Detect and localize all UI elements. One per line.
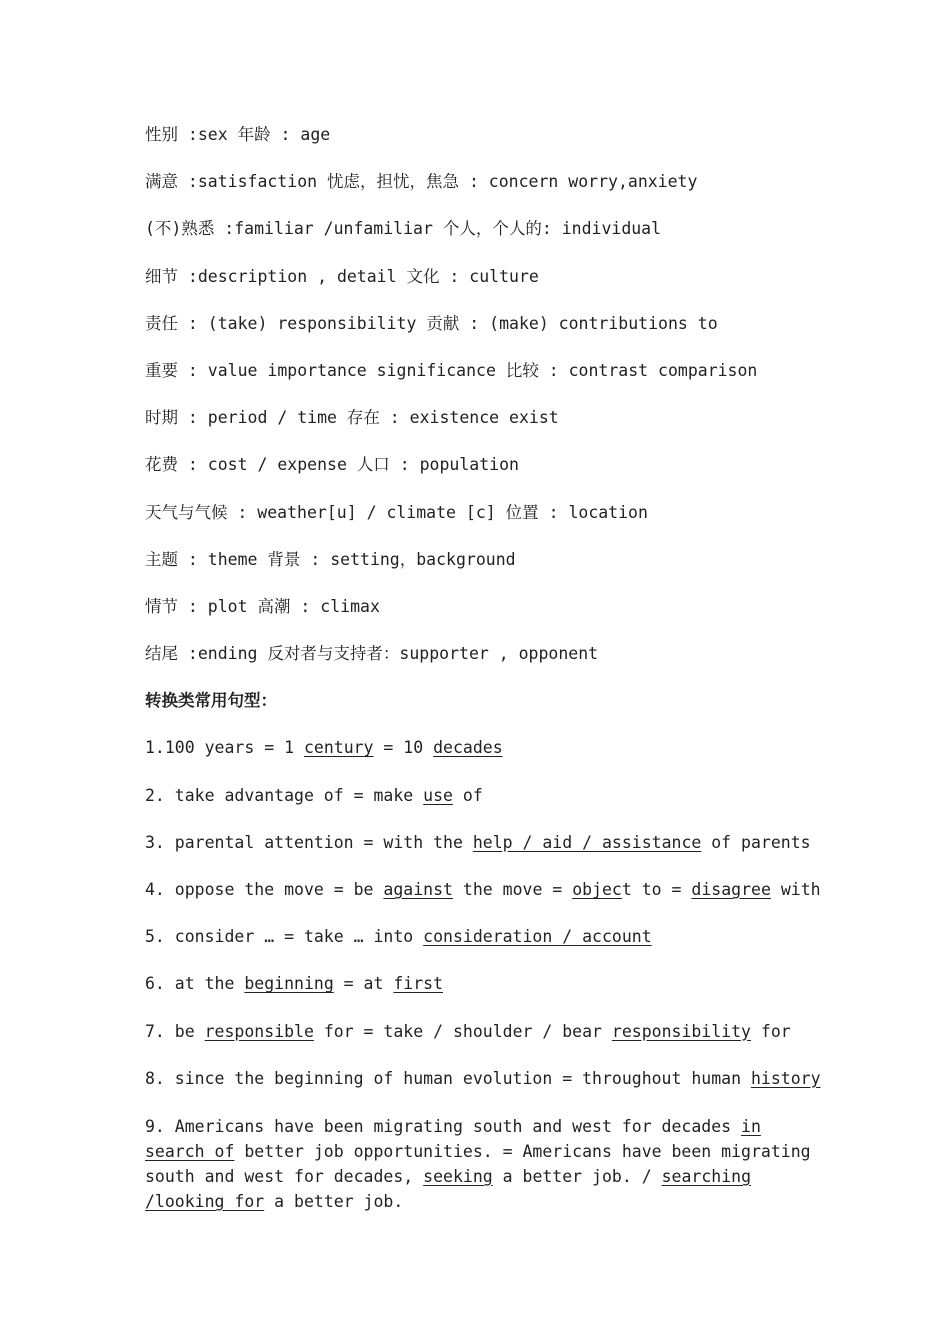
- underlined-term: beginning: [244, 974, 334, 994]
- underlined-term: seeking: [423, 1166, 493, 1186]
- text: 9. Americans have been migrating south and west for decades: [145, 1116, 742, 1136]
- underlined-term: in search of: [145, 1116, 761, 1161]
- text: 5. consider … = take … into: [145, 927, 424, 947]
- underlined-term: responsible: [204, 1021, 314, 1041]
- underlined-term: consideration / account: [423, 927, 652, 947]
- vocab-line-familiar: (不)熟悉 :familiar /unfamiliar 个人，个人的: individual: [145, 219, 662, 239]
- text: = at: [333, 974, 394, 994]
- sentence-item-3: [145, 831, 825, 855]
- text: 4. oppose the move = be: [145, 880, 384, 899]
- text: 3. parental attention = with the: [145, 832, 473, 852]
- text: 8. since the beginning of human evolution = throughout human: [145, 1068, 751, 1088]
- underlined-term: searching /looking for: [145, 1166, 751, 1211]
- sentence-item-9: [145, 1114, 813, 1214]
- underlined-term: disagree: [691, 880, 771, 899]
- vocab-line-satisfaction: 满意 :satisfaction 忧虑，担忧，焦急 : concern worry,anxiety: [145, 172, 698, 192]
- vocab-line-weather: 天气与气候 : weather[u] / climate [c] 位置 : location: [145, 502, 648, 522]
- underlined-term: use: [423, 785, 453, 805]
- underlined-term: objec: [572, 880, 622, 899]
- text: 1.100 years = 1: [145, 738, 304, 758]
- underlined-term: responsibility: [611, 1021, 751, 1041]
- text: 7. be: [145, 1021, 205, 1041]
- text: better job opportunities. = Americans have been migrating south and west for decades,: [145, 1141, 811, 1186]
- text: = 10: [373, 738, 434, 758]
- underlined-term: help / aid / assistance: [472, 832, 702, 852]
- text: a better job. /: [492, 1166, 662, 1186]
- vocab-line-responsibility: 责任 : (take) responsibility 贡献 : (make) contributions to: [145, 313, 718, 333]
- text: 6. at the: [145, 974, 245, 994]
- sentence-item-6: [145, 972, 825, 996]
- underlined-term: first: [393, 974, 444, 994]
- text: for = take / shoulder / bear: [313, 1021, 612, 1041]
- vocab-line-period: 时期 : period / time 存在 : existence exist: [145, 408, 559, 428]
- vocab-line-importance: 重要 : value importance significance 比较 : contrast comparison: [145, 360, 758, 380]
- vocab-line-ending: 结尾 :ending 反对者与支持者：supporter , opponent: [145, 644, 599, 664]
- text: of: [452, 785, 483, 805]
- sentence-item-4: [145, 878, 825, 902]
- vocab-line-cost: 花费 : cost / expense 人口 : population: [145, 455, 519, 475]
- underlined-term: history: [750, 1068, 821, 1088]
- text: with: [770, 880, 821, 899]
- underlined-term: decades: [433, 738, 503, 758]
- vocab-line-theme: 主题 : theme 背景 : setting，background: [145, 549, 516, 569]
- sentence-item-7: [145, 1020, 825, 1044]
- vocab-line-plot: 情节 : plot 高潮 : climax: [145, 596, 380, 616]
- text: of parents: [701, 832, 811, 852]
- document-page: [145, 123, 825, 1214]
- vocab-line-detail: 细节 :description , detail 文化 : culture: [145, 266, 539, 286]
- sentence-item-2: [145, 784, 825, 808]
- vocab-line-gender-age: 性别 :sex 年龄 : age: [145, 125, 331, 144]
- underlined-term: century: [303, 738, 374, 758]
- text: the move =: [452, 880, 573, 899]
- text: a better job.: [264, 1191, 404, 1211]
- sentence-item-5: [145, 925, 825, 949]
- text: for: [750, 1021, 791, 1041]
- sentence-item-1: [145, 736, 825, 760]
- section-heading: 转换类常用句型：: [145, 691, 277, 711]
- text: t to =: [621, 880, 692, 899]
- text: 2. take advantage of = make: [145, 785, 424, 805]
- underlined-term: against: [383, 880, 453, 899]
- sentence-item-8: [145, 1067, 825, 1091]
